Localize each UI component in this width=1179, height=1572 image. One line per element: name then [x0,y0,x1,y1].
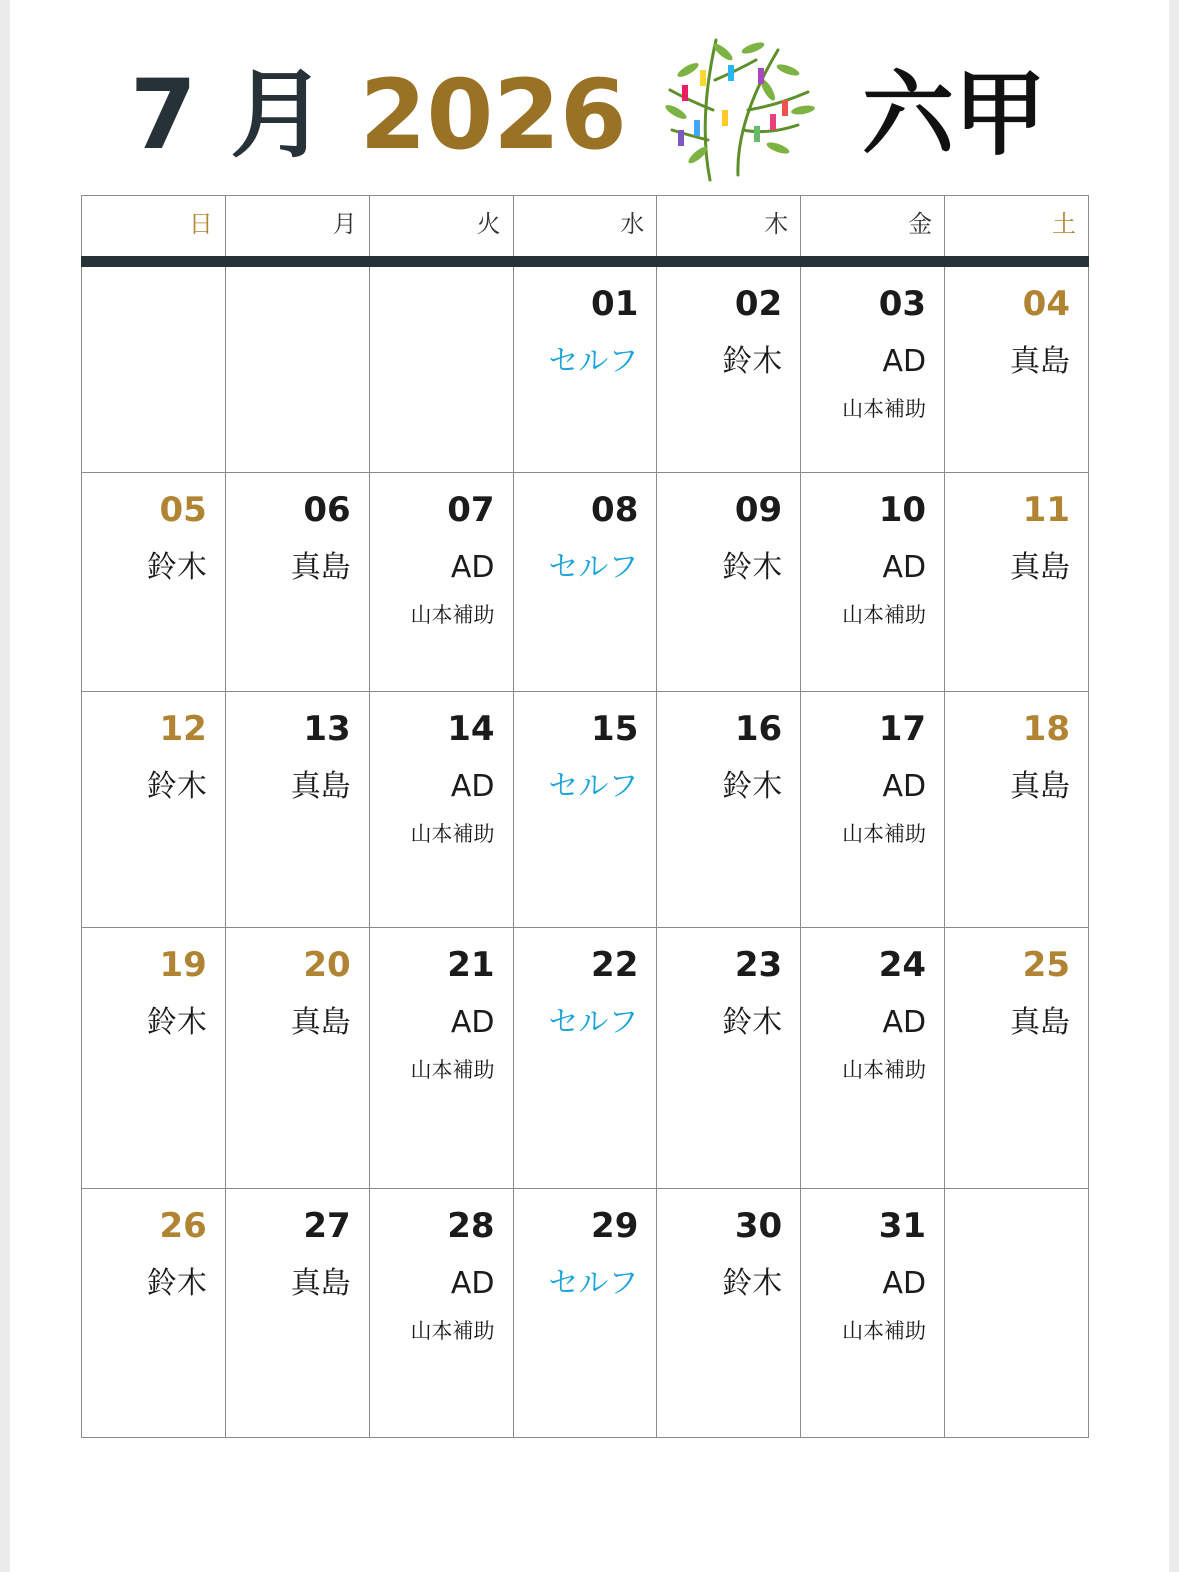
day-number: 22 [591,945,639,985]
day-cell [945,473,1089,692]
staff-assignment: 真島 [1010,769,1070,804]
day-cell [82,692,226,928]
weekday-header: 月 [225,196,369,262]
day-cell [82,1189,226,1438]
assistant-note: 山本補助 [842,822,927,846]
staff-assignment: 真島 [1010,550,1070,585]
day-number: 18 [1022,709,1070,749]
calendar-page [10,0,1169,1572]
day-number: 16 [734,709,783,749]
calendar-week-row [82,692,1089,928]
staff-assignment: セルフ [548,1266,639,1301]
day-cell [225,928,369,1189]
day-cell [657,692,801,928]
day-cell [657,473,801,692]
weekday-header: 水 [513,196,657,262]
day-number: 02 [734,284,783,324]
day-number: 11 [1022,490,1070,530]
day-cell [657,928,801,1189]
day-cell [513,928,657,1189]
day-cell [513,262,657,473]
staff-assignment: 真島 [290,769,351,804]
weekday-header: 金 [801,196,945,262]
staff-assignment: AD [882,344,927,379]
day-number: 19 [159,945,207,985]
day-cell [513,473,657,692]
day-cell [801,692,945,928]
staff-assignment: 鈴木 [722,1266,783,1301]
day-number: 25 [1022,945,1070,985]
weekday-header: 日 [82,196,226,262]
day-cell [801,928,945,1189]
staff-assignment: 鈴木 [722,1005,783,1040]
assistant-note: 山本補助 [842,397,927,421]
staff-assignment: 鈴木 [722,344,783,379]
weekday-header: 火 [369,196,513,262]
day-cell [657,1189,801,1438]
staff-assignment: AD [450,769,495,804]
assistant-note: 山本補助 [842,1319,927,1343]
day-number: 09 [734,490,783,530]
day-cell [225,1189,369,1438]
staff-assignment: 真島 [1010,344,1070,379]
day-number: 30 [734,1206,783,1246]
calendar-title [130,60,627,170]
day-number: 17 [878,709,927,749]
tanabata-bamboo-icon [658,30,818,182]
staff-assignment: 鈴木 [146,1005,207,1040]
day-number: 14 [447,709,495,749]
staff-assignment: 真島 [290,550,351,585]
day-number: 10 [878,490,927,530]
title-month: 7 月 [130,59,327,171]
day-cell [369,692,513,928]
staff-assignment: セルフ [548,769,639,804]
day-cell [513,1189,657,1438]
calendar-week-row [82,1189,1089,1438]
staff-assignment: 鈴木 [722,769,783,804]
staff-assignment: 鈴木 [146,1266,207,1301]
staff-assignment: 真島 [1010,1005,1070,1040]
day-cell [82,928,226,1189]
day-number: 26 [159,1206,207,1246]
day-cell [945,262,1089,473]
staff-assignment: 鈴木 [146,550,207,585]
staff-assignment: AD [450,1005,495,1040]
empty-day-cell [225,262,369,473]
weekday-header: 木 [657,196,801,262]
calendar-body [82,262,1089,1438]
day-number: 06 [303,490,351,530]
day-cell [225,692,369,928]
empty-day-cell [369,262,513,473]
staff-assignment: 真島 [290,1266,351,1301]
day-number: 28 [447,1206,495,1246]
staff-assignment: セルフ [548,550,639,585]
day-number: 07 [447,490,495,530]
day-cell [513,692,657,928]
day-number: 23 [734,945,783,985]
day-number: 01 [591,284,639,324]
day-number: 12 [159,709,207,749]
day-cell [945,928,1089,1189]
weekday-header: 土 [945,196,1089,262]
day-number: 29 [591,1206,639,1246]
day-number: 08 [591,490,639,530]
staff-assignment: AD [882,1005,927,1040]
weekday-header-row [82,196,1089,262]
calendar-week-row [82,262,1089,473]
day-number: 04 [1022,284,1070,324]
location-title: 六甲 [862,61,1047,168]
calendar-week-row [82,928,1089,1189]
day-cell [369,473,513,692]
assistant-note: 山本補助 [410,1319,495,1343]
staff-assignment: 鈴木 [722,550,783,585]
assistant-note: 山本補助 [842,1058,927,1082]
day-cell [801,1189,945,1438]
day-cell [369,1189,513,1438]
assistant-note: 山本補助 [410,603,495,627]
staff-assignment: AD [882,1266,927,1301]
day-number: 13 [303,709,351,749]
day-number: 24 [878,945,927,985]
title-year: 2026 [359,59,627,171]
day-number: 20 [303,945,351,985]
day-number: 31 [878,1206,927,1246]
day-cell [82,473,226,692]
assistant-note: 山本補助 [842,603,927,627]
calendar-grid [81,195,1089,1438]
calendar-week-row [82,473,1089,692]
staff-assignment: 真島 [290,1005,351,1040]
assistant-note: 山本補助 [410,822,495,846]
staff-assignment: AD [882,550,927,585]
staff-assignment: セルフ [548,1005,639,1040]
day-cell [801,262,945,473]
day-number: 03 [878,284,927,324]
empty-day-cell [945,1189,1089,1438]
staff-assignment: 鈴木 [146,769,207,804]
day-number: 15 [591,709,639,749]
day-cell [945,692,1089,928]
day-cell [657,262,801,473]
day-cell [225,473,369,692]
day-number: 21 [447,945,495,985]
day-number: 27 [303,1206,351,1246]
empty-day-cell [82,262,226,473]
staff-assignment: セルフ [548,344,639,379]
staff-assignment: AD [450,550,495,585]
staff-assignment: AD [450,1266,495,1301]
day-cell [801,473,945,692]
day-number: 05 [159,490,207,530]
staff-assignment: AD [882,769,927,804]
assistant-note: 山本補助 [410,1058,495,1082]
day-cell [369,928,513,1189]
